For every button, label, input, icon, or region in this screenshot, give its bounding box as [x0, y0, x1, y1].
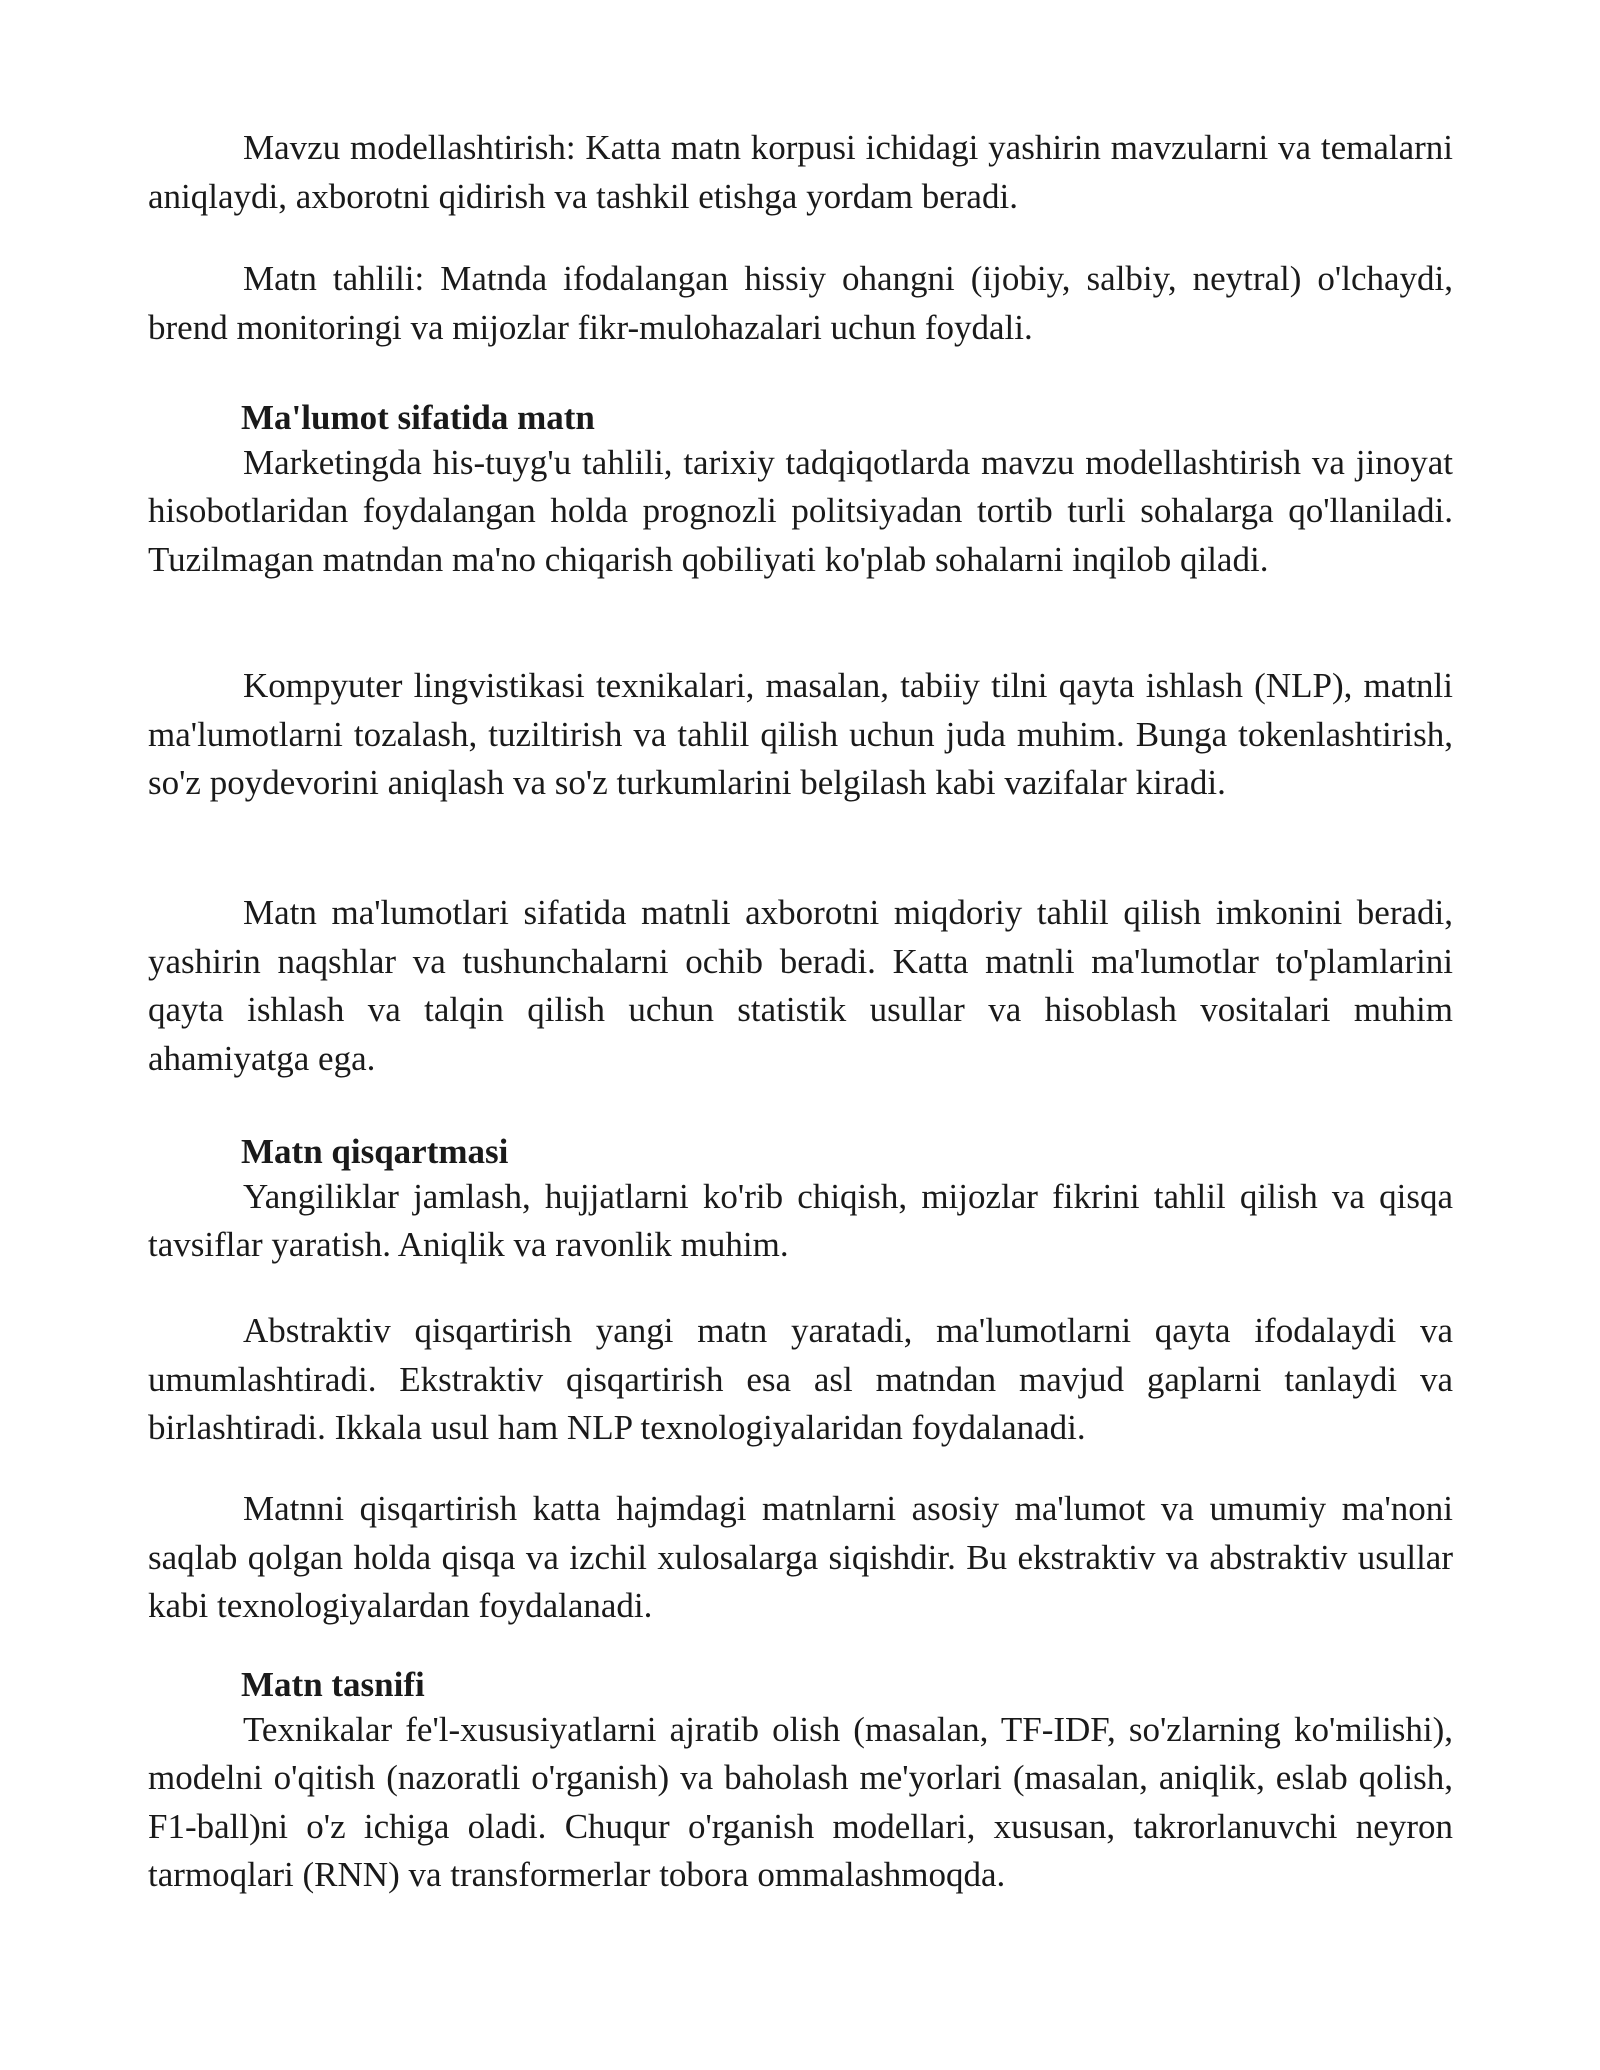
paragraph: Matn ma'lumotlari sifatida matnli axborotni miqdoriy tahlil qilish imkonini beradi, yashirin naqshlar va tushunchalarni ochib beradi. Katta matnli ma'lumotlar to'plamlarini qayta ishlash va talqin qilish uchun statistik usullar va hisoblash vositalari muhim ahamiyatga ega.	[148, 893, 1453, 1078]
paragraph: Matn tahlili: Matnda ifodalangan hissiy ohangni (ijobiy, salbiy, neytral) o'lchaydi, brend monitoringi va mijozlar fikr-mulohazalari uchun foydali.	[148, 259, 1453, 347]
paragraph-nlp-techniques	[148, 662, 1453, 808]
section-heading: Matn tasnifi	[241, 1665, 425, 1704]
section-text-classification	[148, 1661, 1453, 1900]
paragraph-abstractive-extractive	[148, 1307, 1453, 1453]
section-heading: Ma'lumot sifatida matn	[241, 398, 595, 437]
paragraph: Matnni qisqartirish katta hajmdagi matnlarni asosiy ma'lumot va umumiy ma'noni saqlab qolgan holda qisqa va izchil xulosalarga siqishdir. Bu ekstraktiv va abstraktiv usullar kabi texnologiyalardan foydalanadi.	[148, 1489, 1453, 1625]
paragraph: Abstraktiv qisqartirish yangi matn yaratadi, ma'lumotlarni qayta ifodalaydi va umumlashtiradi. Ekstraktiv qisqartirish esa asl matndan mavjud gaplarni tanlaydi va birlashtiradi. Ikkala usul ham NLP texnologiyalaridan foydalanadi.	[148, 1311, 1453, 1447]
section-text-as-data	[148, 394, 1453, 584]
paragraph: Mavzu modellashtirish: Katta matn korpusi ichidagi yashirin mavzularni va temalarni aniqlaydi, axborotni qidirish va tashkil etishga yordam beradi.	[148, 128, 1453, 216]
paragraph: Kompyuter lingvistikasi texnikalari, masalan, tabiiy tilni qayta ishlash (NLP), matnli ma'lumotlarni tozalash, tuziltirish va tahlil qilish uchun juda muhim. Bunga tokenlashtirish, so'z poydevorini aniqlash va so'z turkumlarini belgilash kabi vazifalar kiradi.	[148, 666, 1453, 802]
paragraph-summarization-definition	[148, 1485, 1453, 1631]
paragraph: Marketingda his-tuyg'u tahlili, tarixiy tadqiqotlarda mavzu modellashtirish va jinoyat hisobotlaridan foydalangan holda prognozli politsiyadan tortib turli sohalarga qo'llaniladi. Tuzilmagan matndan ma'no chiqarish qobiliyati ko'plab sohalarni inqilob qiladi.	[148, 442, 1453, 579]
section-text-summarization	[148, 1128, 1453, 1270]
paragraph: Yangiliklar jamlash, hujjatlarni ko'rib chiqish, mijozlar fikrini tahlil qilish va qisqa tavsiflar yaratish. Aniqlik va ravonlik muhim.	[148, 1176, 1453, 1264]
section-heading: Matn qisqartmasi	[241, 1132, 509, 1171]
paragraph-topic-modeling	[148, 124, 1453, 221]
paragraph-quantitative-analysis	[148, 889, 1453, 1083]
paragraph: Texnikalar fe'l-xususiyatlarni ajratib olish (masalan, TF-IDF, so'zlarning ko'milishi), modelni o'qitish (nazoratli o'rganish) va baholash me'yorlari (masalan, aniqlik, eslab qolish, F1-ball)ni o'z ichiga oladi. Chuqur o'rganish modellari, xususan, takrorlanuvchi neyron tarmoqlari (RNN) va transformerlar tobora ommalashmoqda.	[148, 1709, 1453, 1894]
paragraph-text-analysis	[148, 255, 1453, 352]
